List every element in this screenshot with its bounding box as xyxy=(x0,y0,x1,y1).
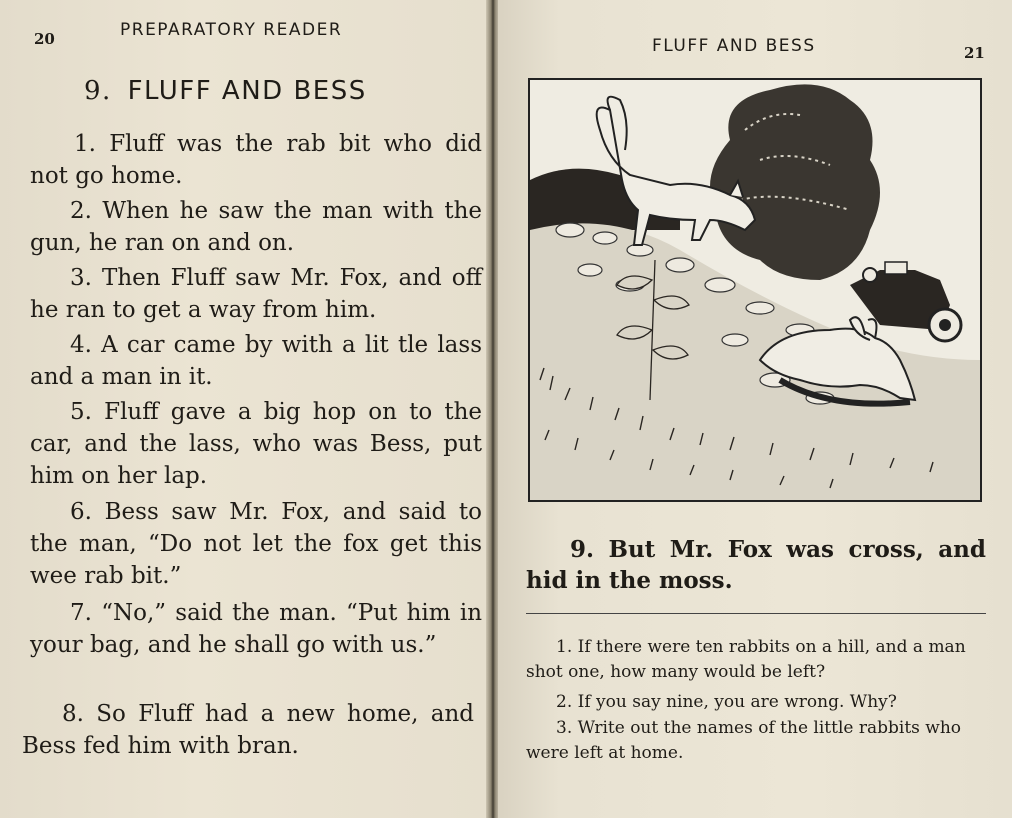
paragraph-number: 3. xyxy=(70,265,92,291)
lesson-number: 9. xyxy=(84,76,112,106)
rabbit-fox-car-illustration xyxy=(528,78,982,502)
question-2: 2. If you say nine, you are wrong. Why? xyxy=(556,692,897,712)
tree-icon xyxy=(710,84,880,280)
paragraph-number: 8. xyxy=(62,701,84,727)
paragraph-6 xyxy=(30,496,482,592)
divider xyxy=(526,613,986,614)
paragraph-text: A car came by with a lit tle lass and a man in it. xyxy=(30,332,482,390)
paragraph-4 xyxy=(30,329,482,393)
lesson-title-text: FLUFF AND BESS xyxy=(127,76,367,106)
paragraph-text: So Fluff had a new home, and Bess fed him with bran. xyxy=(22,701,474,759)
paragraph-text: “No,” said the man. “Put him in your bag, and he shall go with us.” xyxy=(30,600,483,658)
illustration-drawing xyxy=(530,80,980,500)
paragraph-7 xyxy=(30,597,482,661)
running-head-right: FLUFF AND BESS xyxy=(652,36,816,56)
car-icon xyxy=(850,262,961,341)
paragraph-number: 7. xyxy=(70,600,92,626)
paragraph-2 xyxy=(30,195,482,259)
paragraph-text: Fluff gave a big hop on to the car, and the lass, who was Bess, put him on her lap. xyxy=(30,399,482,489)
paragraph-number: 6. xyxy=(70,499,92,525)
question-1: 1. If there were ten rabbits on a hill, and a man shot one, how many would be left? xyxy=(526,637,966,682)
paragraph-5 xyxy=(30,396,482,492)
page-number-right: 21 xyxy=(964,44,985,62)
paragraph-number: 9. xyxy=(570,536,595,563)
paragraph-number: 2. xyxy=(70,198,92,224)
lesson-title xyxy=(84,76,367,106)
running-head-left: PREPARATORY READER xyxy=(120,20,343,40)
paragraph-3 xyxy=(30,262,482,326)
paragraph-8 xyxy=(22,698,474,762)
paragraph-9 xyxy=(526,534,986,596)
paragraph-text: But Mr. Fox was cross, and hid in the moss. xyxy=(526,536,986,594)
left-page xyxy=(0,0,492,818)
paragraph-number: 4. xyxy=(70,332,92,358)
paragraph-1 xyxy=(30,128,482,192)
paragraph-text: When he saw the man with the gun, he ran on and on. xyxy=(30,198,483,256)
paragraph-text: Fluff was the rab bit who did not go home. xyxy=(30,131,483,189)
question-3: 3. Write out the names of the little rabbits who were left at home. xyxy=(526,718,962,763)
paragraph-number: 5. xyxy=(70,399,92,425)
page-number-left: 20 xyxy=(34,30,55,48)
paragraph-text: Then Fluff saw Mr. Fox, and off he ran to get a way from him. xyxy=(30,265,482,323)
paragraph-number: 1. xyxy=(74,131,96,157)
paragraph-text: Bess saw Mr. Fox, and said to the man, “Do not let the fox get this wee rab bit.” xyxy=(30,499,483,589)
